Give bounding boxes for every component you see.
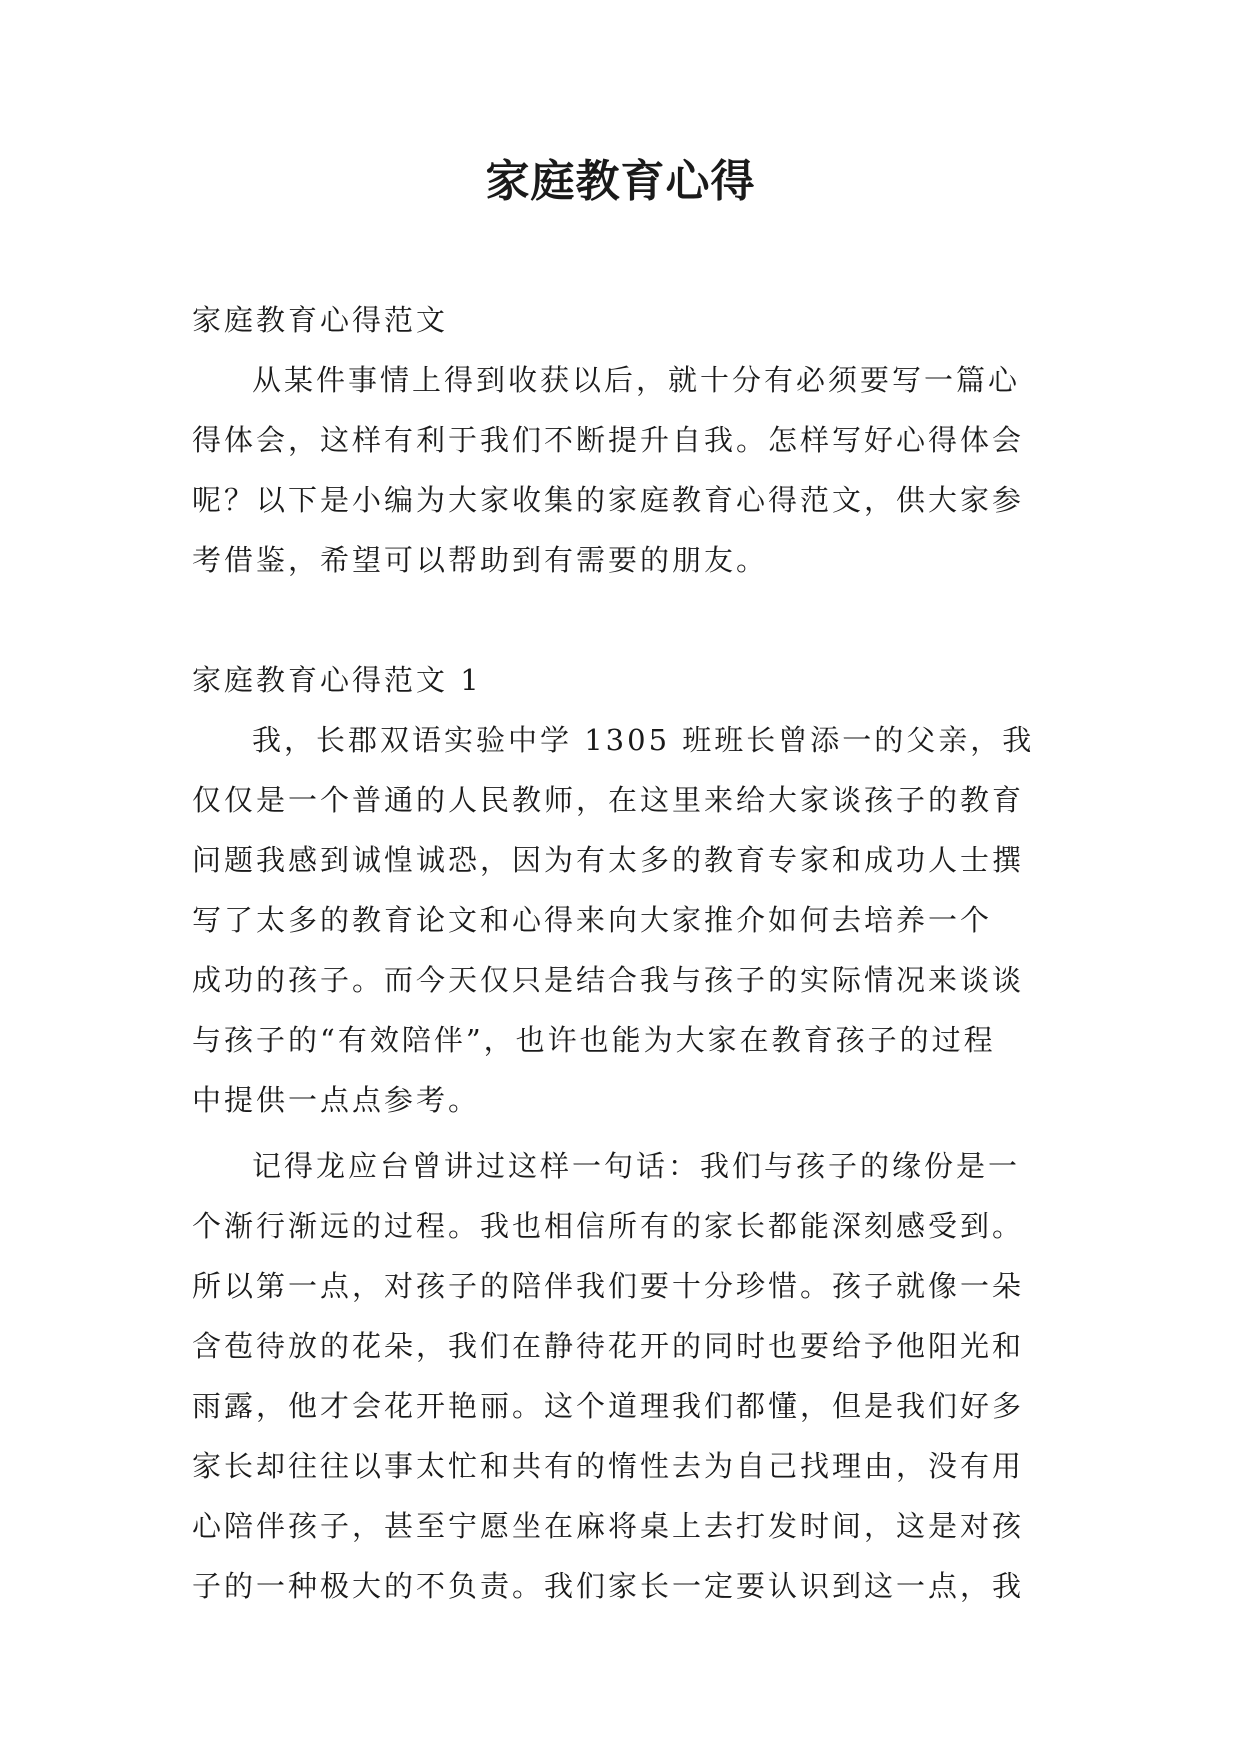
paragraph-line: 写了太多的教育论文和心得来向大家推介如何去培养一个 — [192, 903, 993, 937]
paragraph-line: 中提供一点点参考。 — [192, 1083, 481, 1117]
paragraph-line: 与孩子的“有效陪伴”，也许也能为大家在教育孩子的过程 — [192, 1023, 996, 1057]
paragraph-line: 成功的孩子。而今天仅只是结合我与孩子的实际情况来谈谈 — [192, 963, 1025, 997]
paragraph-line: 雨露，他才会花开艳丽。这个道理我们都懂，但是我们好多 — [192, 1389, 1025, 1423]
paragraph-line: 问题我感到诚惶诚恐，因为有太多的教育专家和成功人士撰 — [192, 843, 1025, 877]
document-body — [192, 290, 1072, 1616]
spacer — [192, 590, 1072, 650]
paragraph-line: 记得龙应台曾讲过这样一句话：我们与孩子的缘份是一 — [252, 1149, 1021, 1183]
paragraph-line: 个渐行渐远的过程。我也相信所有的家长都能深刻感受到。 — [192, 1209, 1025, 1243]
paragraph-line: 家长却往往以事太忙和共有的惰性去为自己找理由，没有用 — [192, 1449, 1025, 1483]
paragraph-line: 呢？以下是小编为大家收集的家庭教育心得范文，供大家参 — [192, 483, 1025, 517]
paragraph-line: 我，长郡双语实验中学 1305 班班长曾添一的父亲，我 — [252, 723, 1035, 757]
document-title: 家庭教育心得 — [485, 156, 756, 207]
section1-paragraph-1 — [192, 710, 1072, 1130]
paragraph-line: 子的一种极大的不负责。我们家长一定要认识到这一点，我 — [192, 1569, 1025, 1603]
paragraph-line: 考借鉴，希望可以帮助到有需要的朋友。 — [192, 543, 769, 577]
intro-heading: 家庭教育心得范文 — [192, 303, 449, 337]
paragraph-line: 所以第一点，对孩子的陪伴我们要十分珍惜。孩子就像一朵 — [192, 1269, 1025, 1303]
paragraph-line: 含苞待放的花朵，我们在静待花开的同时也要给予他阳光和 — [192, 1329, 1025, 1363]
section-heading: 家庭教育心得范文 1 — [192, 663, 482, 697]
section1-paragraph-2 — [192, 1136, 1072, 1616]
intro-paragraph — [192, 350, 1072, 590]
paragraph-line: 从某件事情上得到收获以后，就十分有必须要写一篇心 — [252, 363, 1021, 397]
paragraph-line: 仅仅是一个普通的人民教师，在这里来给大家谈孩子的教育 — [192, 783, 1025, 817]
paragraph-line: 心陪伴孩子，甚至宁愿坐在麻将桌上去打发时间，这是对孩 — [192, 1509, 1025, 1543]
paragraph-line: 得体会，这样有利于我们不断提升自我。怎样写好心得体会 — [192, 423, 1025, 457]
